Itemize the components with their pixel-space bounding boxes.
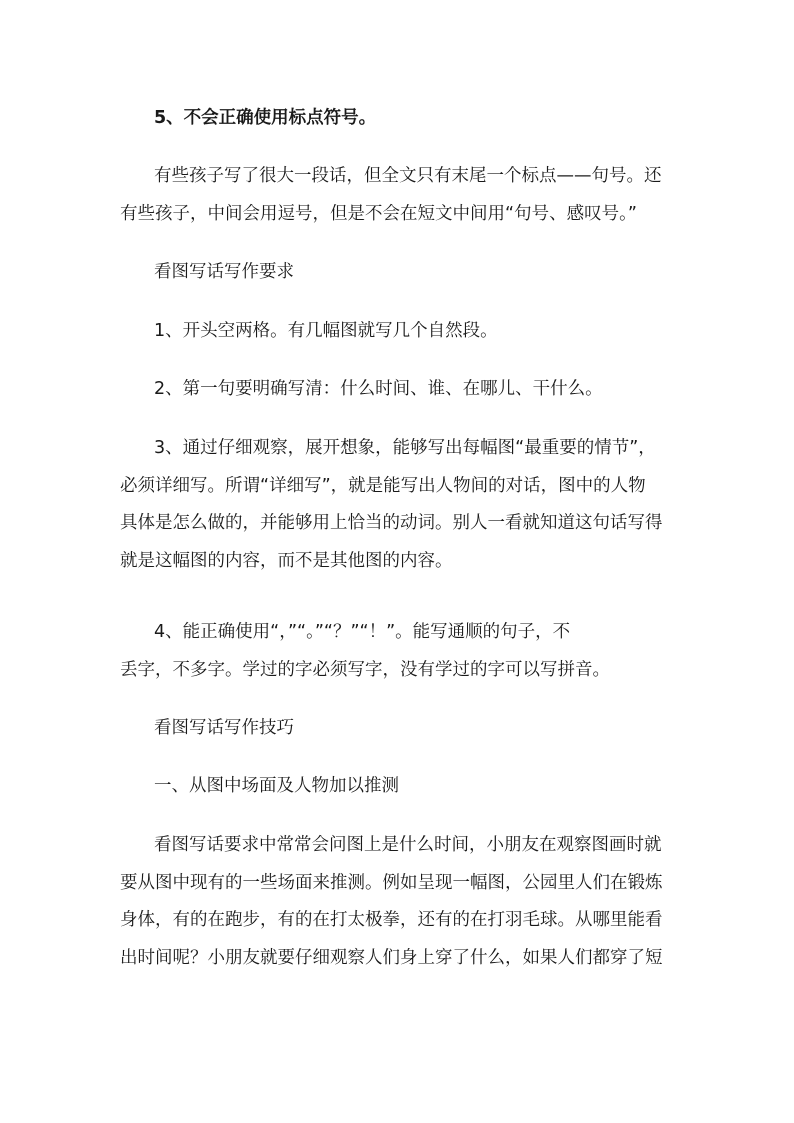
tip-1-paragraph <box>120 827 682 977</box>
requirement-2 <box>120 371 682 409</box>
paragraph-line: 身体，有的在跑步，有的在打太极拳，还有的在打羽毛球。从哪里能看 <box>120 910 663 930</box>
requirement-line: 必须详细写。所谓“详细写”，就是能写出人物间的对话，图中的人物 <box>120 475 646 496</box>
requirement-line: 1、开头空两格。有几幅图就写几个自然段。 <box>154 321 498 341</box>
requirement-line: 具体是怎么做的，并能够用上恰当的动词。别人一看就知道这句话写得 <box>120 513 663 533</box>
paragraph-line: 看图写话要求中常常会问图上是什么时间，小朋友在观察图画时就 <box>154 835 662 855</box>
paragraph-line: 出时间呢？小朋友就要仔细观察人们身上穿了什么，如果人们都穿了短 <box>120 947 663 968</box>
requirement-line: 4、能正确使用“，”“。”“？”“！”。能写通顺的句子，不 <box>154 622 571 642</box>
section-title-tips <box>120 710 682 748</box>
requirement-line: 3、通过仔细观察，展开想象，能够写出每幅图“最重要的情节”， <box>154 438 656 458</box>
requirement-line: 就是这幅图的内容，而不是其他图的内容。 <box>120 550 453 571</box>
requirement-1 <box>120 313 682 351</box>
requirement-line: 2、第一句要明确写清：什么时间、谁、在哪儿、干什么。 <box>154 379 603 399</box>
requirement-4 <box>120 614 682 689</box>
section-title: 看图写话写作技巧 <box>154 718 294 738</box>
paragraph-punctuation-problem <box>120 158 682 233</box>
heading-incorrect-punctuation <box>120 100 682 138</box>
tip-title: 一、从图中场面及人物加以推测 <box>154 776 399 796</box>
section-title: 看图写话写作要求 <box>154 262 294 282</box>
tip-1-title <box>120 768 682 806</box>
heading-text: 5、不会正确使用标点符号。 <box>154 108 377 128</box>
paragraph-line: 有些孩子写了很大一段话，但全文只有末尾一个标点——句号。还 <box>154 166 662 186</box>
paragraph-line: 有些孩子，中间会用逗号，但是不会在短文中间用“句号、感叹号。” <box>120 203 637 224</box>
paragraph-line: 要从图中现有的一些场面来推测。例如呈现一幅图，公园里人们在锻炼 <box>120 872 663 893</box>
requirement-3 <box>120 430 682 580</box>
requirement-line: 丢字，不多字。学过的字必须写字，没有学过的字可以写拼音。 <box>120 659 610 680</box>
section-title-requirements <box>120 254 682 292</box>
